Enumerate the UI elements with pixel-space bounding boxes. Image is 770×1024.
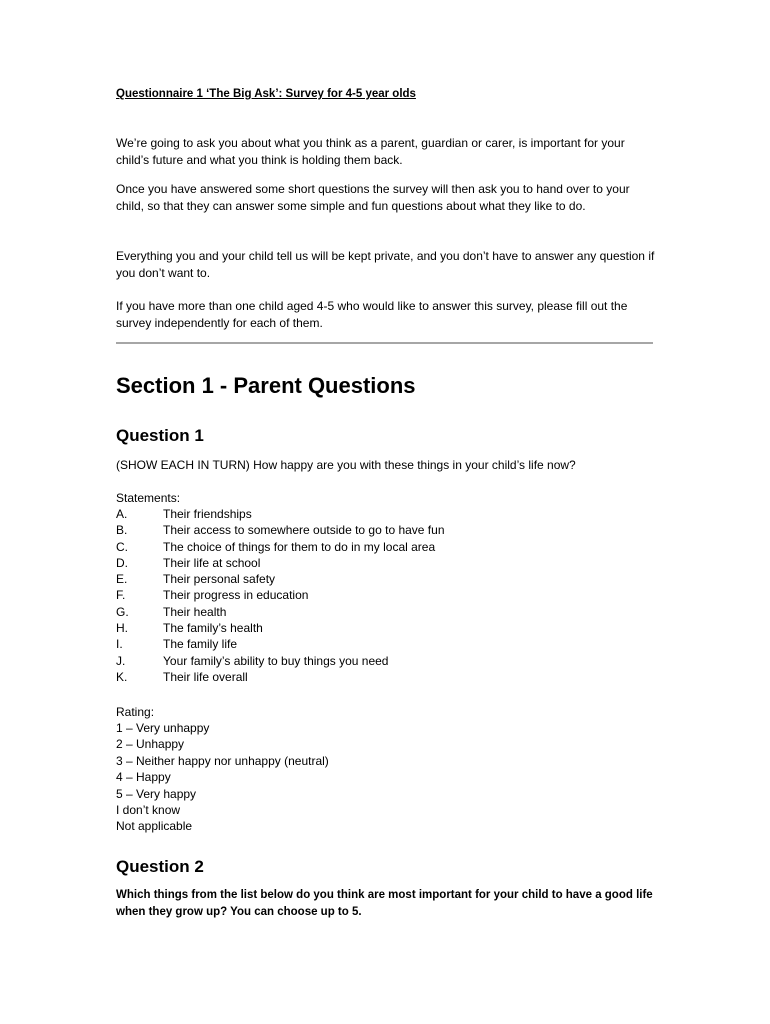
statement-letter: J. (116, 653, 126, 668)
statement-letter: E. (116, 572, 128, 587)
statement-text: The family’s health (163, 621, 263, 636)
intro-paragraph: If you have more than one child aged 4-5 who would like to answer this survey, please fill out the survey independently for each of them. (116, 299, 628, 330)
statement-text: Their access to somewhere outside to go to have fun (163, 523, 445, 538)
statement-letter: I. (116, 637, 123, 652)
statement-item (116, 653, 656, 669)
rating-option: 2 – Unhappy (116, 737, 185, 752)
question-2-title: Question 2 (116, 857, 204, 876)
statement-text: Their life at school (163, 555, 261, 570)
statement-text: Their personal safety (163, 572, 276, 587)
intro-paragraph: We’re going to ask you about what you think as a parent, guardian or carer, is important for your child’s future and what you think is holding them back. (116, 136, 625, 167)
statement-text: Their friendships (163, 507, 252, 521)
document-title: Questionnaire 1 ‘The Big Ask’: Survey for 4-5 year olds (116, 88, 416, 100)
rating-option: 4 – Happy (116, 770, 171, 785)
question-1-title: Question 1 (116, 426, 204, 445)
statement-item (116, 522, 656, 538)
statement-item (116, 555, 656, 571)
rating-label: Rating: (116, 705, 155, 719)
rating-option: I don’t know (116, 803, 181, 818)
statement-text: The family life (163, 637, 238, 652)
statement-letter: A. (116, 507, 128, 521)
statement-letter: G. (116, 604, 129, 619)
statement-item (116, 604, 656, 620)
statement-text: Your family’s ability to buy things you need (163, 653, 389, 668)
rating-option: Not applicable (116, 819, 193, 834)
question-2-prompt: Which things from the list below do you think are most important for your child to have a good life when they grow up? You can choose up to 5. (116, 889, 653, 918)
statement-item (116, 506, 656, 522)
rating-option: 1 – Very unhappy (116, 721, 210, 735)
statement-text: Their progress in education (163, 588, 309, 603)
statement-letter: F. (116, 588, 126, 603)
statement-text: Their health (163, 604, 227, 619)
statement-letter: C. (116, 539, 128, 554)
rating-list (116, 720, 656, 835)
statement-item (116, 571, 656, 587)
statement-item (116, 539, 656, 555)
statement-letter: K. (116, 669, 128, 684)
statement-item (116, 587, 656, 603)
intro-paragraph: Once you have answered some short questions the survey will then ask you to hand over to your child, so that they can answer some simple and fun questions about what they like to do. (116, 182, 630, 213)
question-1-prompt: (SHOW EACH IN TURN) How happy are you with these things in your child’s life now? (116, 458, 576, 472)
statement-letter: H. (116, 621, 128, 636)
section-divider (116, 342, 653, 344)
section-title: Section 1 - Parent Questions (116, 373, 416, 398)
statement-item (116, 620, 656, 636)
statement-text: Their life overall (163, 669, 248, 684)
intro-paragraph: Everything you and your child tell us will be kept private, and you don’t have to answer any question if you don’t want to. (116, 249, 655, 280)
statement-letter: B. (116, 523, 128, 538)
statement-item (116, 669, 656, 685)
rating-option: 3 – Neither happy nor unhappy (neutral) (116, 753, 329, 768)
statements-label: Statements: (116, 491, 181, 505)
statements-list (116, 506, 656, 685)
rating-option: 5 – Very happy (116, 786, 197, 801)
statement-item (116, 636, 656, 652)
statement-text: The choice of things for them to do in my local area (163, 539, 436, 554)
statement-letter: D. (116, 555, 128, 570)
